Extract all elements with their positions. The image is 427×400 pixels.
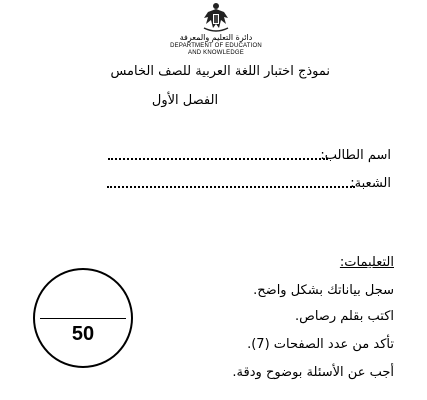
exam-subtitle: الفصل الأول <box>151 93 219 108</box>
score-total: 50 <box>71 323 95 345</box>
score-divider-line <box>40 318 126 319</box>
instruction-item: سجل بياناتك بشكل واضح. <box>253 283 394 298</box>
department-name-english-line1: DEPARTMENT OF EDUCATION <box>170 43 262 49</box>
section-label: الشعبة: <box>350 176 391 191</box>
instruction-item: اكتب بقلم رصاص. <box>294 309 394 324</box>
department-name-english-line2: AND KNOWLEDGE <box>188 50 244 56</box>
exam-title: نموذج اختبار اللغة العربية للصف الخامس <box>110 64 330 79</box>
student-name-blank[interactable] <box>108 158 328 160</box>
student-name-label: اسم الطالب: <box>320 148 391 163</box>
section-blank[interactable] <box>107 186 355 188</box>
instructions-heading: التعليمات: <box>339 255 394 270</box>
department-name-arabic: دائرة التعليم والمعرفة <box>179 33 253 42</box>
instruction-item: أجب عن الأسئلة بوضوح ودقة. <box>232 365 394 380</box>
instruction-item: تأكد من عدد الصفحات (7). <box>247 337 394 352</box>
department-name-english <box>150 43 282 57</box>
department-emblem-logo <box>194 0 238 34</box>
